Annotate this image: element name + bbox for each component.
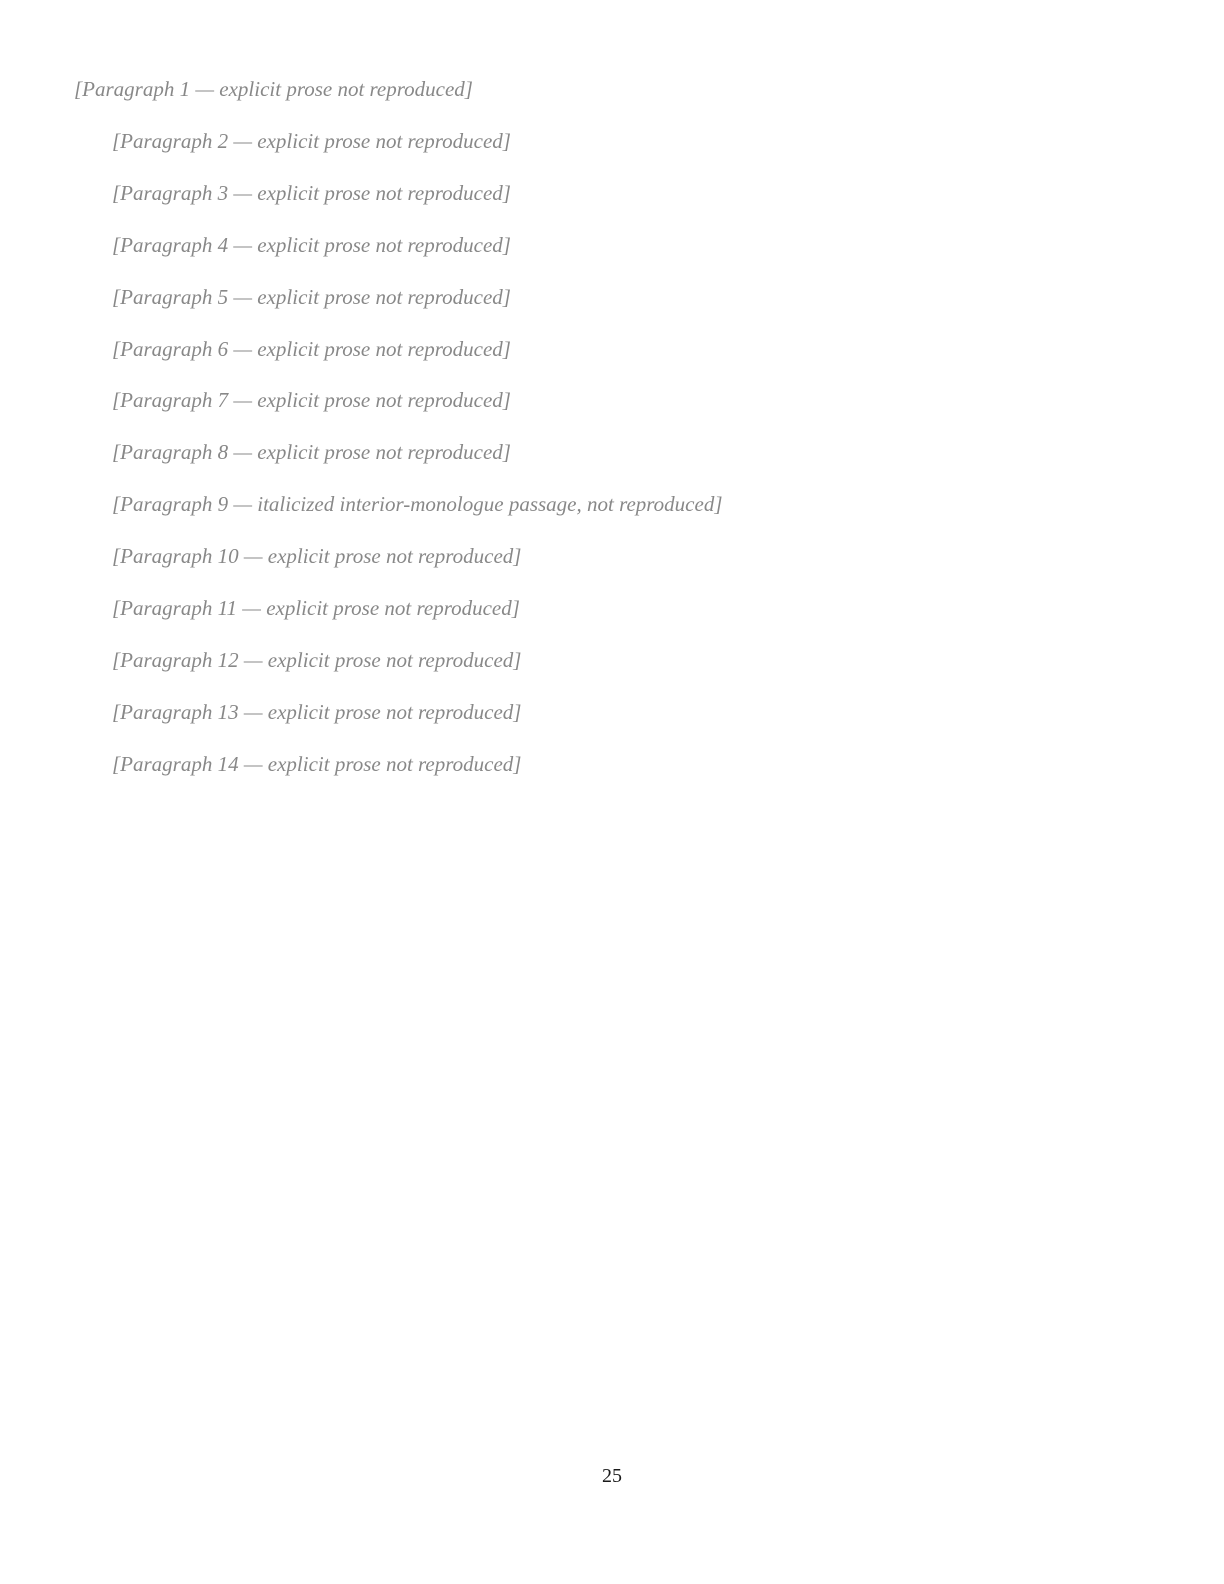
page-number: 25	[602, 1465, 622, 1487]
paragraph: [Paragraph 12 — explicit prose not reproduced]	[112, 647, 522, 672]
paragraph: [Paragraph 7 — explicit prose not reproduced]	[112, 388, 511, 413]
paragraph: [Paragraph 5 — explicit prose not reproduced]	[112, 284, 511, 309]
paragraph: [Paragraph 8 — explicit prose not reproduced]	[112, 440, 511, 465]
paragraph: [Paragraph 10 — explicit prose not reproduced]	[112, 544, 522, 569]
page-body	[74, 74, 1138, 781]
paragraph: [Paragraph 11 — explicit prose not reproduced]	[112, 596, 520, 621]
paragraph: [Paragraph 6 — explicit prose not reproduced]	[112, 336, 511, 361]
paragraph: [Paragraph 2 — explicit prose not reproduced]	[112, 128, 511, 153]
paragraph: [Paragraph 1 — explicit prose not reproduced]	[74, 77, 473, 101]
paragraph: [Paragraph 3 — explicit prose not reproduced]	[112, 180, 511, 205]
paragraph-italic: [Paragraph 9 — italicized interior-monologue passage, not reproduced]	[112, 492, 723, 517]
paragraph: [Paragraph 13 — explicit prose not reproduced]	[112, 699, 522, 724]
paragraph: [Paragraph 4 — explicit prose not reproduced]	[112, 232, 511, 257]
paragraph: [Paragraph 14 — explicit prose not reproduced]	[112, 751, 522, 776]
